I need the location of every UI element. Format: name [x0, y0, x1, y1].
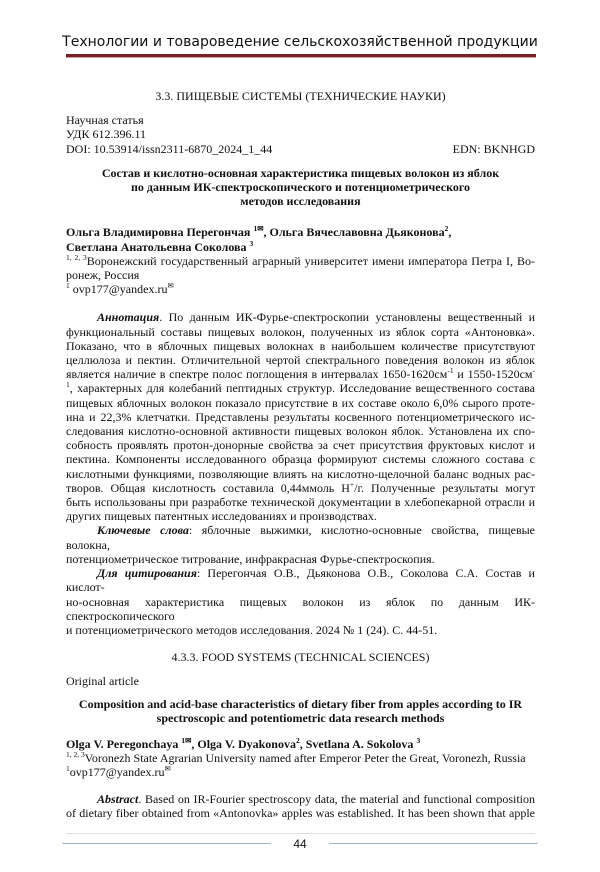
text-run: , Olga V. Dyakonova [191, 737, 296, 751]
superscript: 3 [250, 239, 254, 248]
title-line: Composition and acid-base characteristics of dietary fiber from apples according to IR [66, 697, 535, 711]
text-run: Показано, что в яблочных пищевых волокнах в наибольшем количестве присутствуют [66, 339, 535, 353]
text-run: пектина. Компоненты исследованного образца формируют системы сложного состава с [66, 452, 535, 466]
en-article-type: Original article [66, 674, 535, 688]
superscript: 1 [66, 380, 70, 389]
ru-authors [66, 225, 535, 253]
superscript: 1✉ [253, 224, 263, 233]
run-in-heading: Аннотация [97, 310, 159, 324]
text-line [66, 595, 535, 623]
text-line [66, 566, 535, 594]
page-footer [62, 836, 538, 852]
en-email[interactable] [66, 765, 535, 779]
title-line: методов исследования [66, 194, 535, 208]
text-run: , Svetlana A. Sokolova [300, 737, 417, 751]
text-line [66, 325, 535, 339]
article-type: Научная статья [66, 113, 535, 127]
text-run: , [448, 225, 451, 239]
text-run: и 1550-1520см [454, 367, 533, 381]
udk: УДК 612.396.11 [66, 127, 535, 141]
text-run: следования кислотно-основной активности пищевых волокон яблок. Установлена их спо- [66, 424, 535, 438]
page-number: 44 [271, 836, 328, 852]
text-run: Olga V. Peregonchaya [66, 737, 181, 751]
running-header: Технологии и товароведение сельскохозяйственной продукции [0, 34, 600, 50]
text-line [66, 254, 535, 268]
text-run: быть использованы при разработке технической документации в хлебопекарной отрасли и [66, 495, 535, 509]
text-run: ина и 22,3% клетчатки. Представлены результаты косвенного потенциометрического ис- [66, 410, 535, 424]
footer-rule-right [329, 843, 538, 844]
text-run: Voronezh State Agrarian University named after Emperor Peter the Great, Voronezh, Russia [85, 751, 526, 765]
text-run: потенциометрическое титрование, инфракрасная Фурье-спектроскопия. [66, 552, 435, 566]
superscript: 1 [66, 281, 70, 290]
ru-email[interactable] [66, 282, 535, 296]
text-run: , характерных для колебаний пептидных структур. Исследование вещественного состава [70, 381, 535, 395]
text-run: Воронежский государственный аграрный университет имени императора Петра I, Во- [87, 254, 535, 268]
title-line: Состав и кислотно-основная характеристика пищевых волокон из яблок [66, 166, 535, 180]
text-line [66, 353, 535, 367]
superscript: ✉ [167, 281, 173, 290]
text-line [66, 495, 535, 509]
text-line [66, 367, 535, 381]
ru-article-meta [66, 113, 535, 156]
text-line [66, 396, 535, 410]
text-run: собность проявлять протон-донорные свойства за счет присутствия фруктовых кислот и [66, 438, 535, 452]
text-line [66, 282, 535, 296]
superscript: 1✉ [181, 736, 191, 745]
text-line [66, 452, 535, 466]
text-line [66, 623, 535, 637]
ru-citation [66, 566, 535, 637]
text-line [66, 552, 535, 566]
ru-abstract [66, 310, 535, 523]
text-run: других пищевых патентных исследованиях и производствах. [66, 509, 377, 523]
text-run: функциональный составы пищевых волокон, полученных из яблок сорта «Антоновка». [66, 325, 535, 339]
text-run: /г. Полученные результаты могут [354, 481, 535, 495]
superscript: 1, 2, 3 [66, 253, 87, 262]
text-line [66, 751, 535, 765]
superscript: -1 [447, 366, 453, 375]
text-run: : Перегончая О.В., Дьяконова О.В., Соколова С.А. Состав и кислот- [66, 566, 535, 594]
doi[interactable]: DOI: 10.53914/issn2311-6870_2024_1_44 [66, 142, 272, 156]
text-run: творов. Общая кислотность составила 0,44ммоль H [66, 481, 350, 495]
content-separator [66, 833, 535, 834]
ru-keywords [66, 523, 535, 566]
text-run: но-основная характеристика пищевых волокон из яблок по данным ИК-спектроскопического [66, 595, 535, 623]
text-line [66, 310, 535, 324]
text-line [66, 509, 535, 523]
text-run: пищевых яблочных волокон показало присутствие в их составе около 6,0% сырого проте- [66, 396, 535, 410]
text-line [66, 806, 535, 820]
en-title [66, 697, 535, 725]
text-line [66, 381, 535, 395]
ru-section-heading: 3.3. ПИЩЕВЫЕ СИСТЕМЫ (ТЕХНИЧЕСКИЕ НАУКИ) [66, 89, 535, 103]
text-run: Светлана Анатольевна Соколова [66, 240, 250, 254]
text-run: of dietary fiber obtained from «Antonovka» apples was established. It has been shown that apple [66, 806, 535, 820]
ru-title [66, 166, 535, 209]
text-line [66, 481, 535, 495]
title-line: spectroscopic and potentiometric data research methods [66, 711, 535, 725]
text-line [66, 410, 535, 424]
superscript: 1, 2, 3 [66, 750, 85, 759]
text-run: является наличие в спектре полос поглощения в интервалах 1650-1620см [66, 367, 447, 381]
edn: EDN: BKNHGD [453, 142, 535, 156]
en-authors [66, 737, 535, 751]
footer-rule-left [62, 843, 271, 844]
superscript: - [533, 366, 536, 375]
text-line [66, 268, 535, 282]
text-line [66, 424, 535, 438]
superscript: 3 [416, 736, 420, 745]
superscript: ✉ [164, 764, 170, 773]
text-line [66, 438, 535, 452]
run-in-heading: Abstract [97, 792, 138, 806]
en-affiliation [66, 751, 535, 765]
superscript: 2 [296, 736, 300, 745]
text-line [66, 523, 535, 551]
en-abstract [66, 792, 535, 820]
run-in-heading: Ключевые слова [97, 523, 189, 537]
text-run: . Based on IR-Fourier spectroscopy data, the material and functional composition [138, 792, 535, 806]
text-line [66, 765, 535, 779]
text-run: . По данным ИК-Фурье-спектроскопии установлены вещественный и [159, 310, 535, 324]
en-section-heading: 4.3.3. FOOD SYSTEMS (TECHNICAL SCIENCES) [66, 650, 535, 664]
text-run: ovp177@yandex.ru [70, 282, 168, 296]
text-line [66, 240, 535, 254]
superscript: 1 [66, 764, 70, 773]
text-run: ронеж, Россия [66, 268, 139, 282]
text-line [66, 737, 535, 751]
text-run: ovp177@yandex.ru [70, 765, 165, 779]
text-run: : яблочные выжимки, кислотно-основные свойства, пищевые волокна, [66, 523, 535, 551]
text-run: кислотными функциями, позволяющие влиять на кислотно-щелочной баланс водных рас- [66, 467, 535, 481]
page-content [66, 0, 535, 872]
text-run: , Ольга Вячеславовна Дьяконова [263, 225, 444, 239]
title-line: по данным ИК-спектроскопического и потенциометрического [66, 180, 535, 194]
text-line [66, 339, 535, 353]
run-in-heading: Для цитирования [97, 566, 197, 580]
text-line [66, 225, 535, 239]
text-line [66, 792, 535, 806]
doi-edn-row [66, 142, 535, 156]
text-run: Ольга Владимировна Перегончая [66, 225, 253, 239]
superscript: + [350, 480, 354, 489]
text-line [66, 467, 535, 481]
document-page [0, 0, 600, 872]
ru-affiliation [66, 254, 535, 282]
text-run: и потенциометрического методов исследования. 2024 № 1 (24). С. 44-51. [66, 623, 437, 637]
superscript: 2 [445, 224, 449, 233]
text-run: целлюлоза и пектин. Отличительной чертой спектрального поведения волокон из яблок [66, 353, 535, 367]
